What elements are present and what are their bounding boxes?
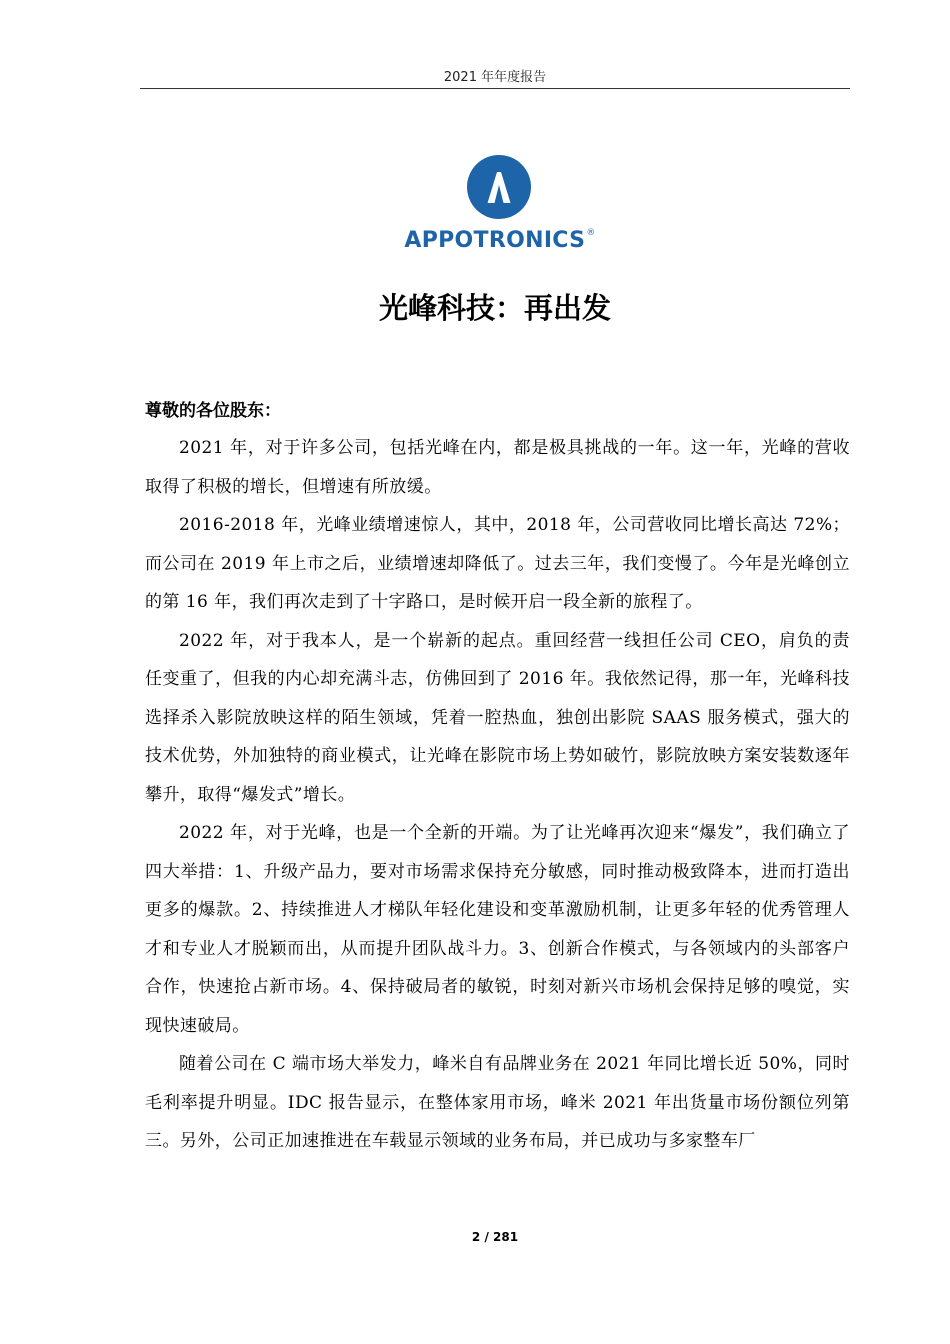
letter-title: 光峰科技：再出发: [378, 291, 611, 325]
paragraph: 2016-2018 年，光峰业绩增速惊人，其中，2018 年，公司营收同比增长高达 72%；而公司在 2019 年上市之后，业绩增速却降低了。过去三年，我们变慢了。今年是光峰创立的第 16 年，我们再次走到了十字路口，是时候开启一段全新的旅程了。: [145, 515, 850, 612]
appotronics-logo-icon: [467, 155, 531, 219]
company-wordmark: [400, 228, 600, 253]
paragraph: 随着公司在 C 端市场大举发力，峰米自有品牌业务在 2021 年同比增长近 50%，同时毛利率提升明显。IDC 报告显示，在整体家用市场，峰米 2021 年出货量市场份额位列第三。另外，公司正加速推进在车载显示领域的业务布局，并已成功与多家整车厂: [145, 1054, 850, 1151]
registered-mark: ®: [586, 228, 596, 238]
header-divider: [140, 88, 850, 89]
salutation: 尊敬的各位股东：: [145, 401, 281, 421]
page-number: 2 / 281: [471, 1230, 519, 1244]
paragraph: 2021 年，对于许多公司，包括光峰在内，都是极具挑战的一年。这一年，光峰的营收取得了积极的增长，但增速有所放缓。: [145, 438, 850, 497]
paragraph: 2022 年，对于我本人，是一个崭新的起点。重回经营一线担任公司 CEO，肩负的责任变重了，但我的内心却充满斗志，仿佛回到了 2016 年。我依然记得，那一年，光峰科技选择杀入影院放映这样的陌生领域，凭着一腔热血，独创出影院 SAAS 服务模式，强大的技术优势，外加独特的商业模式，让光峰在影院市场上势如破竹，影院放映方案安装数逐年攀升，取得“爆发式”增长。: [145, 630, 850, 805]
letter-body: [145, 429, 850, 1161]
wordmark-text: APPOTRONICS: [404, 228, 586, 253]
paragraph: 2022 年，对于光峰，也是一个全新的开端。为了让光峰再次迎来“爆发”，我们确立了四大举措：1、升级产品力，要对市场需求保持充分敏感，同时推动极致降本，进而打造出更多的爆款。2、持续推进人才梯队年轻化建设和变革激励机制，让更多年轻的优秀管理人才和专业人才脱颖而出，从而提升团队战斗力。3、创新合作模式，与各领域内的头部客户合作，快速抢占新市场。4、保持破局者的敏锐，时刻对新兴市场机会保持足够的嗅觉，实现快速破局。: [145, 823, 850, 1036]
running-header: 2021 年年度报告: [443, 70, 547, 85]
